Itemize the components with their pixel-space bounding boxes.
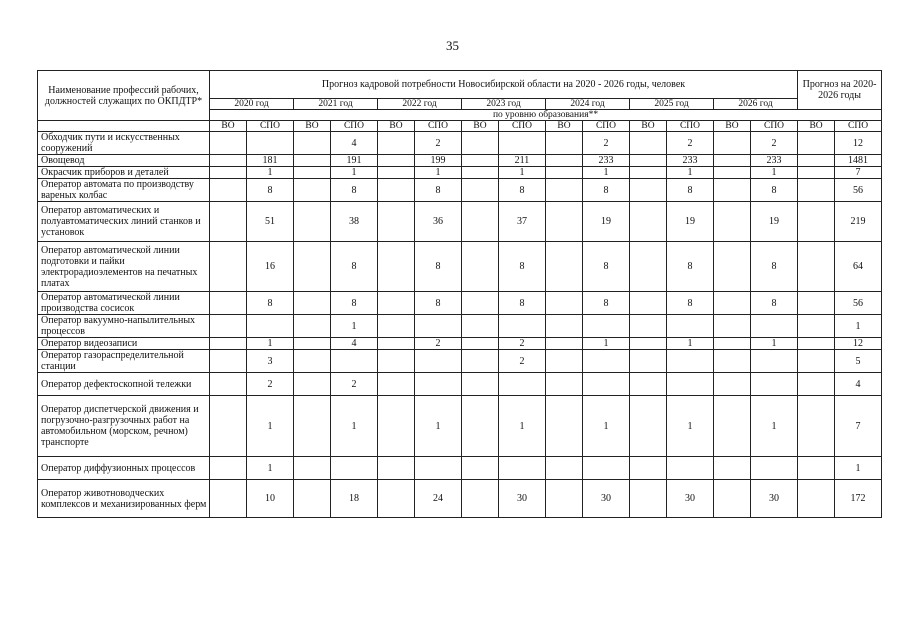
spo-value-cell: 8 [247, 179, 294, 202]
vo-value-cell [210, 457, 247, 480]
vo-value-cell [462, 292, 499, 315]
spo-value-cell [247, 315, 294, 338]
table-row [38, 167, 882, 179]
vo-header: ВО [294, 121, 331, 132]
spo-value-cell: 8 [331, 179, 378, 202]
vo-value-cell [210, 350, 247, 373]
vo-value-cell [546, 396, 583, 457]
vo-value-cell [630, 350, 667, 373]
vo-value-cell [378, 396, 415, 457]
spo-value-cell: 1 [247, 396, 294, 457]
vo-value-cell [378, 350, 415, 373]
vo-value-cell [546, 242, 583, 292]
spo-value-cell: 2 [415, 132, 462, 155]
spo-value-cell: 1 [331, 167, 378, 179]
spo-value-cell [667, 373, 714, 396]
vo-value-cell [714, 202, 751, 242]
total-spo-cell: 56 [835, 179, 882, 202]
vo-value-cell [546, 480, 583, 518]
total-spo-cell: 1 [835, 315, 882, 338]
table-row [38, 350, 882, 373]
spo-value-cell: 30 [583, 480, 630, 518]
spo-value-cell [415, 373, 462, 396]
vo-value-cell [462, 167, 499, 179]
vo-value-cell [714, 373, 751, 396]
vo-value-cell [378, 155, 415, 167]
spo-header: СПО [835, 121, 882, 132]
spo-value-cell: 1 [751, 167, 798, 179]
vo-value-cell [714, 167, 751, 179]
spo-value-cell: 51 [247, 202, 294, 242]
total-vo-cell [798, 292, 835, 315]
vo-value-cell [378, 242, 415, 292]
spo-value-cell [667, 315, 714, 338]
profession-name-cell: Оператор автоматической линии производства сосисок [38, 292, 210, 315]
table-row [38, 202, 882, 242]
vo-value-cell [378, 373, 415, 396]
vo-value-cell [462, 242, 499, 292]
table-row [38, 155, 882, 167]
vo-value-cell [714, 338, 751, 350]
table-row [38, 132, 882, 155]
vo-value-cell [546, 202, 583, 242]
total-spo-cell: 4 [835, 373, 882, 396]
vo-value-cell [210, 167, 247, 179]
vo-value-cell [630, 396, 667, 457]
vo-value-cell [630, 242, 667, 292]
profession-name-cell: Оператор вакуумно-напылительных процессов [38, 315, 210, 338]
vo-value-cell [714, 179, 751, 202]
vo-value-cell [714, 242, 751, 292]
spo-header: СПО [583, 121, 630, 132]
year-header: 2020 год [210, 99, 294, 110]
vo-value-cell [378, 202, 415, 242]
profession-name-cell: Оператор газораспределительной станции [38, 350, 210, 373]
vo-header: ВО [210, 121, 247, 132]
spo-value-cell: 1 [667, 338, 714, 350]
forecast-title-header: Прогноз кадровой потребности Новосибирской области на 2020 - 2026 годы, человек [210, 71, 798, 99]
spo-value-cell [331, 457, 378, 480]
table-row [38, 242, 882, 292]
table-row [38, 179, 882, 202]
spo-value-cell: 8 [583, 179, 630, 202]
blank-header-cell [38, 121, 210, 132]
spo-value-cell: 36 [415, 202, 462, 242]
spo-value-cell [415, 350, 462, 373]
vo-value-cell [462, 315, 499, 338]
spo-value-cell: 8 [415, 179, 462, 202]
spo-value-cell [331, 350, 378, 373]
vo-value-cell [630, 202, 667, 242]
spo-value-cell: 8 [667, 242, 714, 292]
spo-header: СПО [667, 121, 714, 132]
total-vo-cell [798, 202, 835, 242]
spo-value-cell: 1 [247, 457, 294, 480]
vo-value-cell [546, 179, 583, 202]
vo-value-cell [210, 179, 247, 202]
spo-value-cell [751, 457, 798, 480]
spo-value-cell: 8 [331, 292, 378, 315]
table-row [38, 396, 882, 457]
spo-value-cell: 8 [583, 292, 630, 315]
vo-value-cell [294, 132, 331, 155]
spo-value-cell [415, 315, 462, 338]
vo-value-cell [546, 315, 583, 338]
total-vo-cell [798, 457, 835, 480]
spo-value-cell [751, 350, 798, 373]
vo-value-cell [630, 167, 667, 179]
spo-value-cell [667, 350, 714, 373]
spo-value-cell: 8 [499, 292, 546, 315]
vo-value-cell [294, 242, 331, 292]
vo-value-cell [714, 315, 751, 338]
vo-value-cell [630, 373, 667, 396]
profession-name-cell: Овощевод [38, 155, 210, 167]
spo-value-cell: 1 [415, 167, 462, 179]
total-vo-cell [798, 167, 835, 179]
spo-value-cell: 8 [667, 292, 714, 315]
profession-name-cell: Оператор животноводческих комплексов и механизированных ферм [38, 480, 210, 518]
spo-value-cell: 1 [415, 396, 462, 457]
spo-value-cell: 1 [667, 167, 714, 179]
spo-value-cell: 233 [583, 155, 630, 167]
total-vo-cell [798, 480, 835, 518]
spo-value-cell: 1 [583, 167, 630, 179]
total-spo-cell: 219 [835, 202, 882, 242]
vo-value-cell [210, 132, 247, 155]
spo-value-cell: 199 [415, 155, 462, 167]
table-row [38, 373, 882, 396]
vo-value-cell [546, 457, 583, 480]
vo-header: ВО [630, 121, 667, 132]
spo-value-cell [499, 373, 546, 396]
spo-value-cell: 19 [751, 202, 798, 242]
spo-value-cell: 1 [247, 167, 294, 179]
vo-value-cell [294, 396, 331, 457]
vo-value-cell [546, 292, 583, 315]
spo-value-cell: 1 [751, 338, 798, 350]
vo-header: ВО [798, 121, 835, 132]
vo-value-cell [546, 167, 583, 179]
spo-value-cell [415, 457, 462, 480]
year-header: 2025 год [630, 99, 714, 110]
spo-value-cell: 16 [247, 242, 294, 292]
spo-value-cell: 8 [331, 242, 378, 292]
profession-name-cell: Оператор автомата по производству вареных колбас [38, 179, 210, 202]
total-vo-cell [798, 396, 835, 457]
spo-value-cell: 1 [583, 396, 630, 457]
page-number: 35 [446, 38, 459, 53]
total-vo-cell [798, 373, 835, 396]
spo-value-cell: 2 [751, 132, 798, 155]
total-vo-cell [798, 242, 835, 292]
vo-value-cell [210, 315, 247, 338]
vo-value-cell [210, 202, 247, 242]
spo-value-cell: 30 [499, 480, 546, 518]
total-spo-cell: 64 [835, 242, 882, 292]
total-vo-cell [798, 132, 835, 155]
spo-value-cell: 24 [415, 480, 462, 518]
vo-value-cell [630, 179, 667, 202]
vo-value-cell [378, 480, 415, 518]
vo-value-cell [294, 155, 331, 167]
spo-value-cell: 3 [247, 350, 294, 373]
vo-header: ВО [378, 121, 415, 132]
vo-value-cell [210, 373, 247, 396]
vo-value-cell [210, 292, 247, 315]
spo-value-cell: 181 [247, 155, 294, 167]
spo-value-cell: 233 [667, 155, 714, 167]
spo-value-cell: 38 [331, 202, 378, 242]
vo-value-cell [462, 457, 499, 480]
profession-name-header: Наименование профессий рабочих, должностей служащих по ОКПДТР* [38, 71, 210, 121]
total-vo-cell [798, 338, 835, 350]
spo-header: СПО [247, 121, 294, 132]
vo-header: ВО [714, 121, 751, 132]
vo-value-cell [294, 338, 331, 350]
spo-value-cell: 30 [667, 480, 714, 518]
spo-header: СПО [499, 121, 546, 132]
profession-name-cell: Оператор автоматической линии подготовки и пайки электрорадиоэлементов на печатных платах [38, 242, 210, 292]
spo-value-cell [583, 350, 630, 373]
total-spo-cell: 12 [835, 132, 882, 155]
vo-value-cell [210, 338, 247, 350]
vo-value-cell [378, 338, 415, 350]
vo-value-cell [378, 132, 415, 155]
vo-value-cell [210, 155, 247, 167]
vo-value-cell [210, 396, 247, 457]
vo-value-cell [630, 338, 667, 350]
profession-name-cell: Оператор дефектоскопной тележки [38, 373, 210, 396]
spo-value-cell: 1 [583, 338, 630, 350]
vo-value-cell [378, 457, 415, 480]
vo-value-cell [294, 373, 331, 396]
spo-value-cell [499, 315, 546, 338]
spo-value-cell: 8 [751, 242, 798, 292]
year-header: 2021 год [294, 99, 378, 110]
vo-value-cell [462, 480, 499, 518]
total-spo-cell: 56 [835, 292, 882, 315]
vo-value-cell [630, 132, 667, 155]
vo-value-cell [546, 338, 583, 350]
total-vo-cell [798, 315, 835, 338]
table-row [38, 480, 882, 518]
spo-header: СПО [331, 121, 378, 132]
profession-name-cell: Обходчик пути и искусственных сооружений [38, 132, 210, 155]
spo-value-cell [499, 457, 546, 480]
vo-value-cell [714, 350, 751, 373]
spo-value-cell: 19 [667, 202, 714, 242]
vo-value-cell [294, 179, 331, 202]
vo-value-cell [294, 292, 331, 315]
year-header: 2023 год [462, 99, 546, 110]
spo-value-cell: 2 [331, 373, 378, 396]
total-forecast-header: Прогноз на 2020-2026 годы [798, 71, 882, 110]
vo-value-cell [294, 315, 331, 338]
spo-value-cell: 37 [499, 202, 546, 242]
spo-value-cell: 8 [751, 179, 798, 202]
total-spo-cell: 7 [835, 396, 882, 457]
vo-value-cell [546, 373, 583, 396]
profession-name-cell: Оператор видеозаписи [38, 338, 210, 350]
spo-value-cell: 4 [331, 132, 378, 155]
spo-value-cell: 30 [751, 480, 798, 518]
spo-value-cell: 8 [667, 179, 714, 202]
total-spo-cell: 12 [835, 338, 882, 350]
total-spo-cell: 7 [835, 167, 882, 179]
spo-value-cell: 8 [415, 292, 462, 315]
spo-value-cell [667, 457, 714, 480]
education-level-header: по уровню образования** [210, 110, 882, 121]
profession-name-cell: Оператор диспетчерской движения и погрузочно-разгрузочных работ на автомобильном (морском, речном) транспорте [38, 396, 210, 457]
vo-value-cell [630, 315, 667, 338]
vo-value-cell [294, 202, 331, 242]
vo-value-cell [294, 457, 331, 480]
vo-value-cell [462, 202, 499, 242]
vo-value-cell [714, 457, 751, 480]
table-row [38, 338, 882, 350]
vo-value-cell [294, 480, 331, 518]
year-header: 2026 год [714, 99, 798, 110]
profession-name-cell: Оператор автоматических и полуавтоматических линий станков и установок [38, 202, 210, 242]
year-header: 2022 год [378, 99, 462, 110]
vo-value-cell [294, 167, 331, 179]
vo-value-cell [378, 292, 415, 315]
vo-value-cell [630, 292, 667, 315]
spo-value-cell: 18 [331, 480, 378, 518]
total-spo-cell: 5 [835, 350, 882, 373]
vo-value-cell [714, 132, 751, 155]
profession-name-cell: Оператор диффузионных процессов [38, 457, 210, 480]
spo-value-cell: 191 [331, 155, 378, 167]
total-spo-cell: 172 [835, 480, 882, 518]
vo-value-cell [462, 396, 499, 457]
vo-value-cell [714, 480, 751, 518]
table-body [38, 132, 882, 518]
vo-value-cell [210, 480, 247, 518]
forecast-table [37, 70, 882, 518]
total-spo-cell: 1481 [835, 155, 882, 167]
table-row [38, 292, 882, 315]
vo-value-cell [294, 350, 331, 373]
spo-value-cell: 8 [499, 242, 546, 292]
spo-value-cell: 1 [667, 396, 714, 457]
vo-value-cell [630, 457, 667, 480]
spo-value-cell: 2 [415, 338, 462, 350]
vo-value-cell [462, 338, 499, 350]
total-spo-cell: 1 [835, 457, 882, 480]
spo-value-cell: 4 [331, 338, 378, 350]
vo-value-cell [630, 480, 667, 518]
spo-value-cell [247, 132, 294, 155]
vo-value-cell [546, 155, 583, 167]
vo-value-cell [462, 350, 499, 373]
vo-value-cell [462, 179, 499, 202]
spo-value-cell: 8 [415, 242, 462, 292]
spo-value-cell: 1 [331, 315, 378, 338]
spo-value-cell: 2 [667, 132, 714, 155]
vo-value-cell [378, 315, 415, 338]
profession-name-cell: Окрасчик приборов и деталей [38, 167, 210, 179]
spo-value-cell [583, 373, 630, 396]
spo-value-cell: 8 [751, 292, 798, 315]
spo-value-cell: 8 [247, 292, 294, 315]
vo-value-cell [546, 350, 583, 373]
spo-value-cell: 1 [499, 396, 546, 457]
spo-value-cell [583, 457, 630, 480]
vo-value-cell [378, 179, 415, 202]
vo-value-cell [714, 155, 751, 167]
spo-header: СПО [751, 121, 798, 132]
table-row [38, 315, 882, 338]
spo-value-cell: 211 [499, 155, 546, 167]
spo-value-cell: 8 [499, 179, 546, 202]
spo-value-cell: 19 [583, 202, 630, 242]
spo-value-cell: 10 [247, 480, 294, 518]
spo-value-cell: 1 [331, 396, 378, 457]
spo-value-cell: 233 [751, 155, 798, 167]
vo-value-cell [462, 373, 499, 396]
vo-value-cell [210, 242, 247, 292]
vo-header: ВО [462, 121, 499, 132]
vo-value-cell [546, 132, 583, 155]
spo-value-cell: 1 [751, 396, 798, 457]
vo-header: ВО [546, 121, 583, 132]
spo-header: СПО [415, 121, 462, 132]
vo-value-cell [630, 155, 667, 167]
vo-value-cell [714, 396, 751, 457]
spo-value-cell [583, 315, 630, 338]
spo-value-cell: 2 [247, 373, 294, 396]
spo-value-cell: 8 [583, 242, 630, 292]
total-vo-cell [798, 179, 835, 202]
vo-value-cell [462, 155, 499, 167]
vo-value-cell [714, 292, 751, 315]
spo-value-cell: 2 [499, 338, 546, 350]
vo-value-cell [378, 167, 415, 179]
year-header: 2024 год [546, 99, 630, 110]
spo-value-cell [751, 373, 798, 396]
spo-value-cell: 1 [247, 338, 294, 350]
vo-value-cell [462, 132, 499, 155]
spo-value-cell: 2 [583, 132, 630, 155]
spo-value-cell [751, 315, 798, 338]
total-vo-cell [798, 155, 835, 167]
table-row [38, 457, 882, 480]
spo-value-cell [499, 132, 546, 155]
spo-value-cell: 2 [499, 350, 546, 373]
total-vo-cell [798, 350, 835, 373]
spo-value-cell: 1 [499, 167, 546, 179]
